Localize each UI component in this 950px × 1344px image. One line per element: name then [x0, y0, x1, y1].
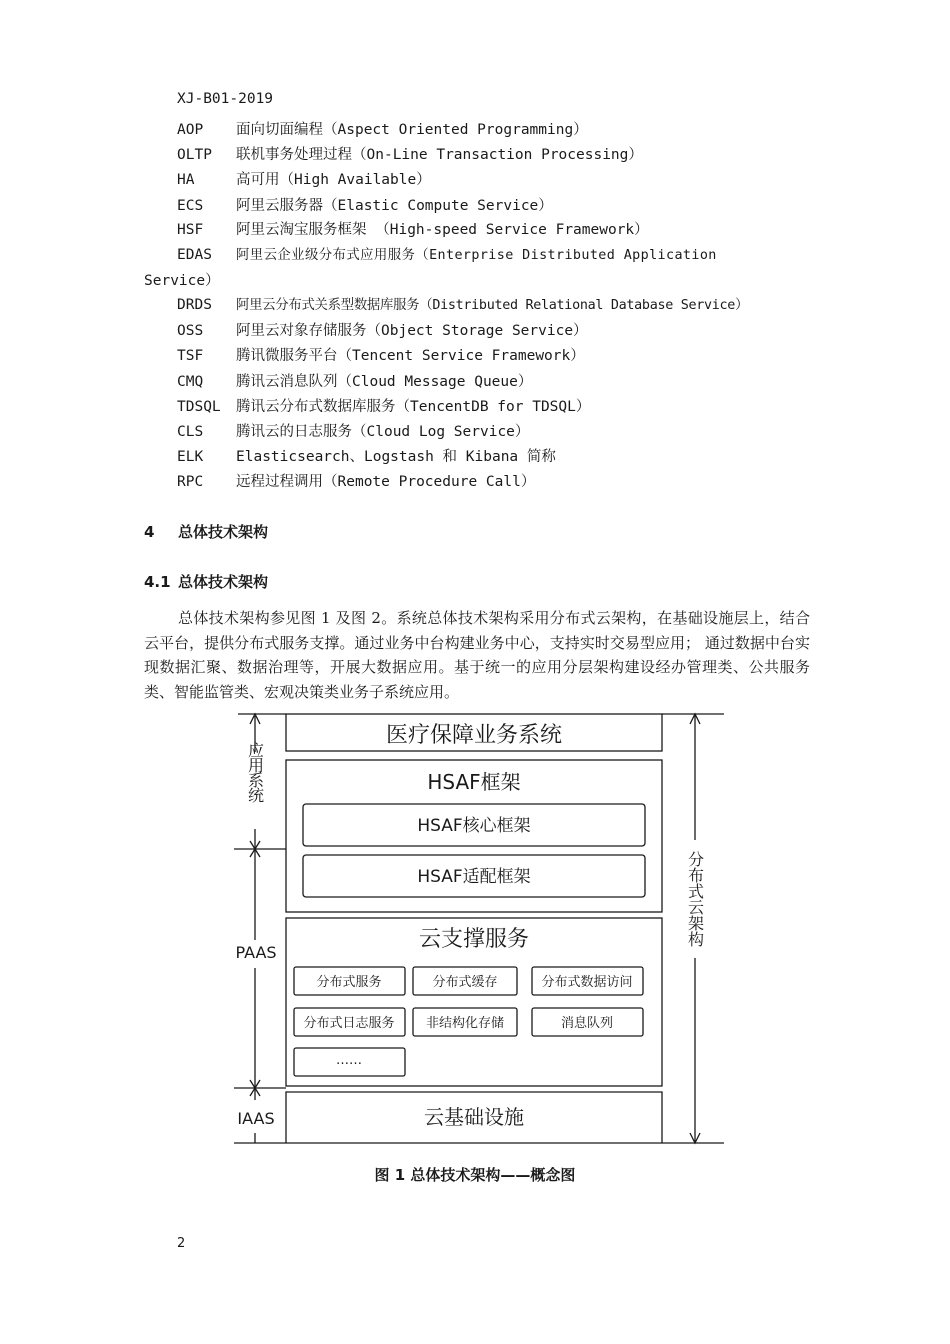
abbr-row-edas — [177, 244, 717, 263]
service-label: …… — [336, 1053, 362, 1068]
hsaf-adapter-label: HSAF适配框架 — [417, 867, 531, 887]
cloud-support-title: 云支撑服务 — [418, 927, 530, 952]
infrastructure-box — [286, 1092, 662, 1143]
abbr-term: CMQ — [177, 374, 204, 390]
abbr-definition: 面向切面编程（Aspect Oriented Programming） — [236, 122, 588, 138]
service-box-7 — [294, 1048, 405, 1076]
body-paragraph: 总体技术架构参见图 1 及图 2。系统总体技术架构采用分布式云架构，在基础设施层上，结合云平台，提供分布式服务支撑。通过业务中台构建业务中心，支持实时交易型应用； 通过数据中台实现数据汇聚、数据治理等，开展大数据应用。基于统一的应用分层架构建设经办管理类、公共服务类、智能监管类、宏观决策类业务子系统应用。 — [144, 609, 810, 701]
service-box-1 — [294, 967, 405, 995]
figure-caption: 图 1 总体技术架构——概念图 — [374, 1166, 576, 1184]
abbr-definition: 腾讯云的日志服务（Cloud Log Service） — [236, 424, 530, 440]
subsection-title: 总体技术架构 — [178, 573, 269, 591]
abbr-row-edas-continued: Service） — [144, 273, 220, 289]
subsection-number: 4.1 — [144, 573, 171, 591]
abbr-term: ELK — [177, 449, 204, 465]
cloud-support-box — [286, 918, 662, 1086]
abbr-definition: 阿里云淘宝服务框架 （High-speed Service Framework） — [236, 222, 649, 238]
section-title: 总体技术架构 — [178, 523, 269, 541]
abbr-row-aop — [177, 118, 588, 139]
business-system-box — [286, 714, 662, 751]
abbr-row-drds — [177, 294, 748, 313]
abbr-term: TDSQL — [177, 399, 221, 415]
abbr-definition: Elasticsearch、Logstash 和 Kibana 简称 — [236, 449, 556, 465]
distributed-cloud-label: 分布式云架构 — [685, 851, 705, 947]
abbr-term: OLTP — [177, 147, 212, 163]
abbr-row-tsf — [177, 344, 585, 365]
abbr-definition: 远程过程调用（Remote Procedure Call） — [236, 474, 536, 490]
abbr-row-ecs — [177, 194, 553, 215]
section-heading — [144, 521, 268, 542]
service-label: 分布式日志服务 — [303, 1016, 395, 1031]
abbr-definition: 腾讯云消息队列（Cloud Message Queue） — [236, 374, 533, 390]
service-box-6 — [532, 1008, 643, 1036]
abbr-term: CLS — [177, 424, 204, 440]
infrastructure-label: 云基础设施 — [424, 1105, 524, 1129]
abbr-row-cls — [177, 420, 529, 441]
service-box-2 — [413, 967, 517, 995]
service-label: 分布式缓存 — [432, 975, 498, 990]
abbr-term: DRDS — [177, 297, 212, 313]
abbr-term: TSF — [177, 348, 204, 364]
service-label: 分布式服务 — [316, 975, 382, 990]
abbr-row-ha — [177, 168, 431, 189]
abbr-term: HA — [177, 172, 195, 188]
abbr-definition: 腾讯云分布式数据库服务（TencentDB for TDSQL） — [236, 399, 591, 415]
service-box-4 — [294, 1008, 405, 1036]
subsection-heading — [144, 571, 268, 592]
abbr-term: OSS — [177, 323, 204, 339]
abbr-term: ECS — [177, 198, 204, 214]
app-system-label: 应用系统 — [245, 742, 265, 802]
abbr-row-tdsql — [177, 395, 590, 416]
service-box-3 — [532, 967, 643, 995]
abbr-row-oltp — [177, 143, 643, 164]
business-system-label: 医疗保障业务系统 — [385, 723, 563, 748]
document-code: XJ-B01-2019 — [177, 91, 274, 107]
paas-label: PAAS — [235, 943, 277, 962]
hsaf-framework-title: HSAF框架 — [427, 770, 521, 794]
abbr-term: AOP — [177, 122, 204, 138]
hsaf-framework-box — [286, 760, 662, 912]
abbr-term: HSF — [177, 222, 204, 238]
abbr-term: RPC — [177, 474, 204, 490]
abbr-definition: 阿里云企业级分布式应用服务（Enterprise Distributed Application — [236, 248, 717, 263]
hsaf-core-label: HSAF核心框架 — [417, 816, 531, 836]
hsaf-core-box — [303, 804, 645, 846]
abbr-term: EDAS — [177, 247, 212, 263]
abbr-row-rpc — [177, 470, 535, 491]
service-label: 非结构化存储 — [425, 1016, 505, 1031]
abbr-definition: 联机事务处理过程（On-Line Transaction Processing） — [236, 147, 643, 163]
iaas-label: IAAS — [237, 1109, 275, 1128]
hsaf-adapter-box — [303, 855, 645, 897]
abbr-definition: 腾讯微服务平台（Tencent Service Framework） — [236, 348, 585, 364]
abbr-definition: 阿里云分布式关系型数据库服务（Distributed Relational Database Service） — [236, 298, 749, 313]
abbr-definition: 阿里云服务器（Elastic Compute Service） — [236, 198, 553, 214]
service-label: 消息队列 — [560, 1016, 614, 1031]
abbr-definition: 阿里云对象存储服务（Object Storage Service） — [236, 323, 588, 339]
service-label: 分布式数据访问 — [541, 975, 633, 990]
page-number: 2 — [177, 1236, 186, 1251]
service-box-5 — [413, 1008, 517, 1036]
abbr-row-oss — [177, 319, 588, 340]
abbr-definition: 高可用（High Available） — [236, 172, 431, 188]
abbr-row-hsf — [177, 218, 649, 239]
section-number: 4 — [144, 523, 155, 541]
abbr-row-cmq — [177, 370, 532, 391]
abbr-row-elk — [177, 445, 556, 466]
